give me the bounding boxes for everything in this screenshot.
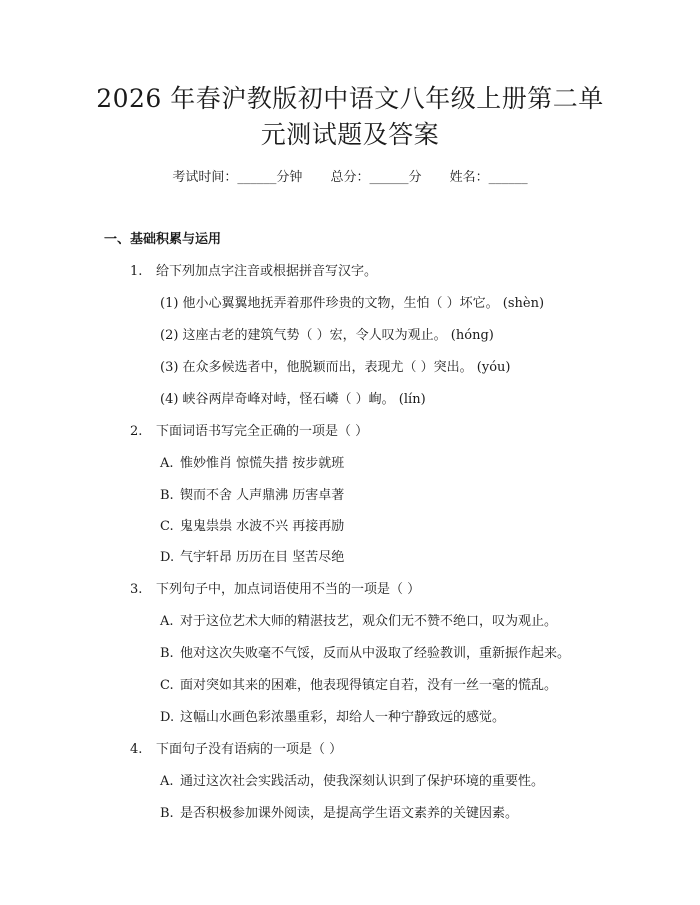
q3-option-c bbox=[160, 676, 557, 696]
question-3 bbox=[130, 580, 420, 600]
title-line-2: 元测试题及答案 bbox=[260, 120, 440, 149]
question-number: 2. bbox=[130, 424, 143, 439]
option-label: C. bbox=[160, 678, 174, 693]
option-label: D. bbox=[160, 550, 175, 565]
question-text: 给下列加点字注音或根据拼音写汉字。 bbox=[156, 264, 378, 279]
option-text: 他对这次失败毫不气馁，反而从中汲取了经验教训，重新振作起来。 bbox=[180, 646, 571, 661]
question-text: 下列句子中，加点词语使用不当的一项是（ ） bbox=[156, 582, 421, 597]
option-label: B. bbox=[160, 646, 174, 661]
q3-option-b bbox=[160, 644, 570, 664]
question-2 bbox=[130, 422, 368, 442]
option-label: D. bbox=[160, 710, 175, 725]
title-line-1: 2026 年春沪教版初中语文八年级上册第二单 bbox=[96, 84, 604, 113]
option-text: 惟妙惟肖 惊慌失措 按步就班 bbox=[180, 456, 345, 471]
q3-option-d bbox=[160, 708, 505, 728]
option-text: 面对突如其来的困难，他表现得镇定自若，没有一丝一毫的慌乱。 bbox=[180, 678, 558, 693]
q1-item-2: (2) 这座古老的建筑气势（ ）宏，令人叹为观止。 (hóng) bbox=[160, 328, 494, 343]
option-text: 锲而不舍 人声鼎沸 历害卓著 bbox=[180, 488, 345, 503]
option-label: C. bbox=[160, 519, 174, 534]
option-label: B. bbox=[160, 488, 174, 503]
option-label: A. bbox=[160, 456, 174, 471]
exam-meta bbox=[0, 168, 700, 188]
q3-option-a bbox=[160, 612, 557, 632]
q2-option-a bbox=[160, 454, 344, 474]
question-1 bbox=[130, 262, 377, 282]
section-heading: 一、基础积累与运用 bbox=[104, 232, 222, 247]
option-label: A. bbox=[160, 774, 174, 789]
q1-item-4: (4) 峡谷两岸奇峰对峙，怪石嶙（ ）峋。 (lín) bbox=[160, 392, 426, 407]
option-text: 这幅山水画色彩浓墨重彩，却给人一种宁静致远的感觉。 bbox=[180, 710, 506, 725]
option-label: B. bbox=[160, 806, 174, 821]
exam-time: 考试时间：______分钟 bbox=[172, 170, 303, 185]
q2-option-b bbox=[160, 486, 344, 506]
option-text: 对于这位艺术大师的精湛技艺，观众们无不赞不绝口，叹为观止。 bbox=[180, 614, 558, 629]
q2-option-d bbox=[160, 548, 344, 568]
exam-name: 姓名：______ bbox=[449, 170, 528, 185]
question-text: 下面词语书写完全正确的一项是（ ） bbox=[156, 424, 369, 439]
q4-option-a bbox=[160, 772, 544, 792]
question-number: 4. bbox=[130, 742, 143, 757]
q1-item-1: (1) 他小心翼翼地抚弄着那件珍贵的文物，生怕（ ）坏它。 (shèn) bbox=[160, 296, 545, 311]
option-text: 气宇轩昂 历历在目 坚苦尽绝 bbox=[180, 550, 345, 565]
q1-item-3: (3) 在众多候选者中，他脱颖而出，表现尤（ ）突出。 (yóu) bbox=[160, 360, 511, 375]
option-text: 通过这次社会实践活动，使我深刻认识到了保护环境的重要性。 bbox=[180, 774, 545, 789]
question-number: 3. bbox=[130, 582, 143, 597]
question-text: 下面句子没有语病的一项是（ ） bbox=[156, 742, 343, 757]
exam-score: 总分：______分 bbox=[330, 170, 422, 185]
q2-option-c bbox=[160, 517, 344, 537]
option-label: A. bbox=[160, 614, 174, 629]
question-4 bbox=[130, 740, 342, 760]
question-number: 1. bbox=[130, 264, 143, 279]
q4-option-b bbox=[160, 804, 518, 824]
option-text: 是否积极参加课外阅读，是提高学生语文素养的关键因素。 bbox=[180, 806, 519, 821]
option-text: 鬼鬼祟祟 水波不兴 再接再励 bbox=[180, 519, 345, 534]
